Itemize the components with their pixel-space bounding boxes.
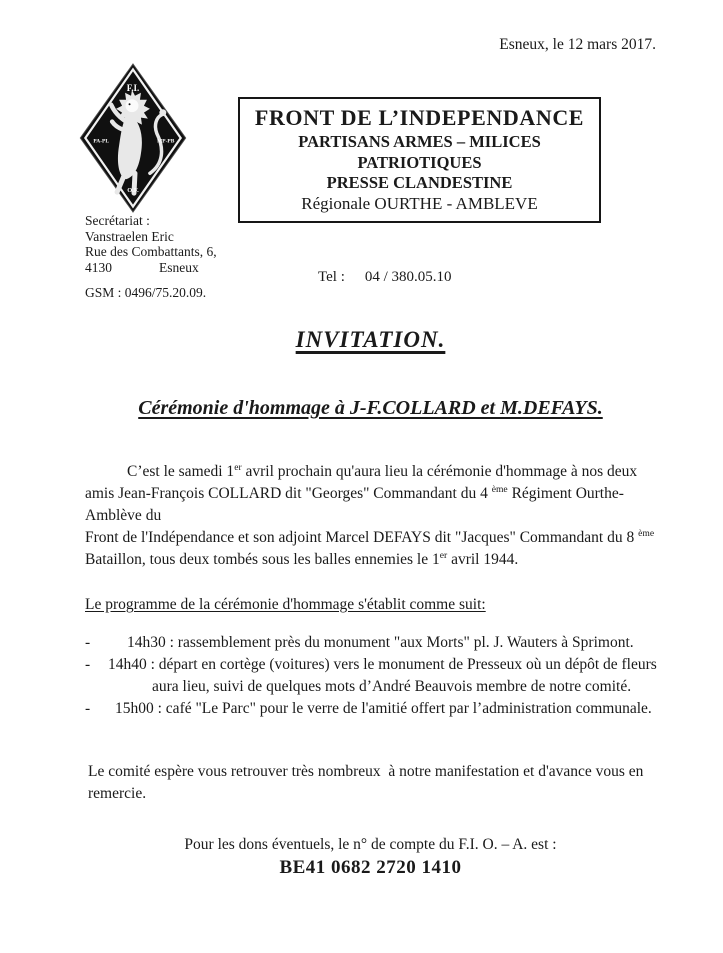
tel-value: 04 / 380.05.10 [364, 269, 452, 285]
logo-left-label: PA-PL [93, 138, 110, 145]
invitation-title-wrap [18, 327, 723, 353]
fi-logo [78, 62, 188, 214]
dash-spacer [85, 676, 99, 698]
donation-account-number: BE41 0682 2720 1410 [279, 857, 462, 878]
program-item-text: aura lieu, suivi de quelques mots d’André Beauvois membre de notre comité. [152, 678, 632, 695]
secretariat-postal: 4130 [85, 259, 112, 275]
ceremony-subtitle-wrap [18, 397, 723, 420]
program-list [85, 632, 667, 720]
program-item-text: 14h40 : départ en cortège (voitures) vers le monument de Presseux où un dépôt de fleurs [108, 656, 657, 673]
org-subtitle-partisans: PARTISANS ARMES – MILICES PATRIOTIQUES [298, 132, 541, 172]
secretariat-city: Esneux [159, 259, 199, 275]
secretariat-gsm: GSM : 0496/75.20.09. [85, 285, 207, 300]
program-item [85, 632, 667, 654]
body-paragraph-1: C’est le samedi 1er avril prochain qu'aura lieu la cérémonie d'hommage à nos deux amis Jean-François COLLARD dit "Georges" Commandant du 4 $^{ème}$ Régiment Ourthe-Amblève du [85, 461, 638, 524]
program-heading: Le programme de la cérémonie d'hommage s'établit comme suit: [85, 596, 486, 613]
org-name: FRONT DE L’INDEPENDANCE [254, 105, 585, 130]
invitation-title: INVITATION. [295, 327, 446, 352]
logo-right-label: MP-PB [157, 138, 175, 145]
fi-diamond-lion-icon [78, 62, 188, 214]
tel-label: Tel : [318, 269, 345, 285]
body-text [85, 461, 657, 571]
date-line: Esneux, le 12 mars 2017. [499, 36, 656, 53]
logo-bottom-label: O.F. [127, 187, 139, 195]
donation-line: Pour les dons éventuels, le n° de compte du F.I. O. – A. est : [184, 836, 557, 853]
donation-block [18, 836, 723, 879]
secretariat-name: Vanstraelen Eric [85, 228, 174, 244]
closing-paragraph: Le comité espère vous retrouver très nombreux à notre manifestation et d'avance vous en remercie. [88, 763, 648, 802]
program-item-text: 14h30 : rassemblement près du monument "aux Morts" pl. J. Wauters à Sprimont. [127, 634, 634, 651]
program-item-continuation [85, 676, 667, 698]
body-paragraph-2: Front de l'Indépendance et son adjoint Marcel DEFAYS dit "Jacques" Commandant du 8 $^{ème}$ Bataillon, tous deux tombés sous les balles ennemies le 1er avril 1944. [85, 527, 655, 568]
dash-bullet: - [85, 700, 91, 717]
secretariat-city-row [85, 260, 217, 276]
tel-line [318, 269, 452, 286]
organization-header-box [238, 97, 601, 223]
secretariat-street: Rue des Combattants, 6, [85, 244, 217, 259]
program-item [85, 698, 667, 720]
org-region: Régionale OURTHE - AMBLEVE [301, 194, 538, 213]
dash-bullet: - [85, 656, 91, 673]
program-item-text: 15h00 : café "Le Parc" pour le verre de l'amitié offert par l’administration communale. [115, 700, 652, 717]
org-subtitle-presse: PRESSE CLANDESTINE [326, 173, 513, 192]
ceremony-subtitle: Cérémonie d'hommage à J-F.COLLARD et M.DEFAYS. [138, 397, 603, 419]
program-item [85, 654, 667, 676]
dash-bullet: - [85, 634, 91, 651]
logo-top-label: F.I. [126, 82, 140, 93]
secretariat-block [85, 213, 217, 301]
secretariat-label: Secrétariat : [85, 213, 150, 228]
